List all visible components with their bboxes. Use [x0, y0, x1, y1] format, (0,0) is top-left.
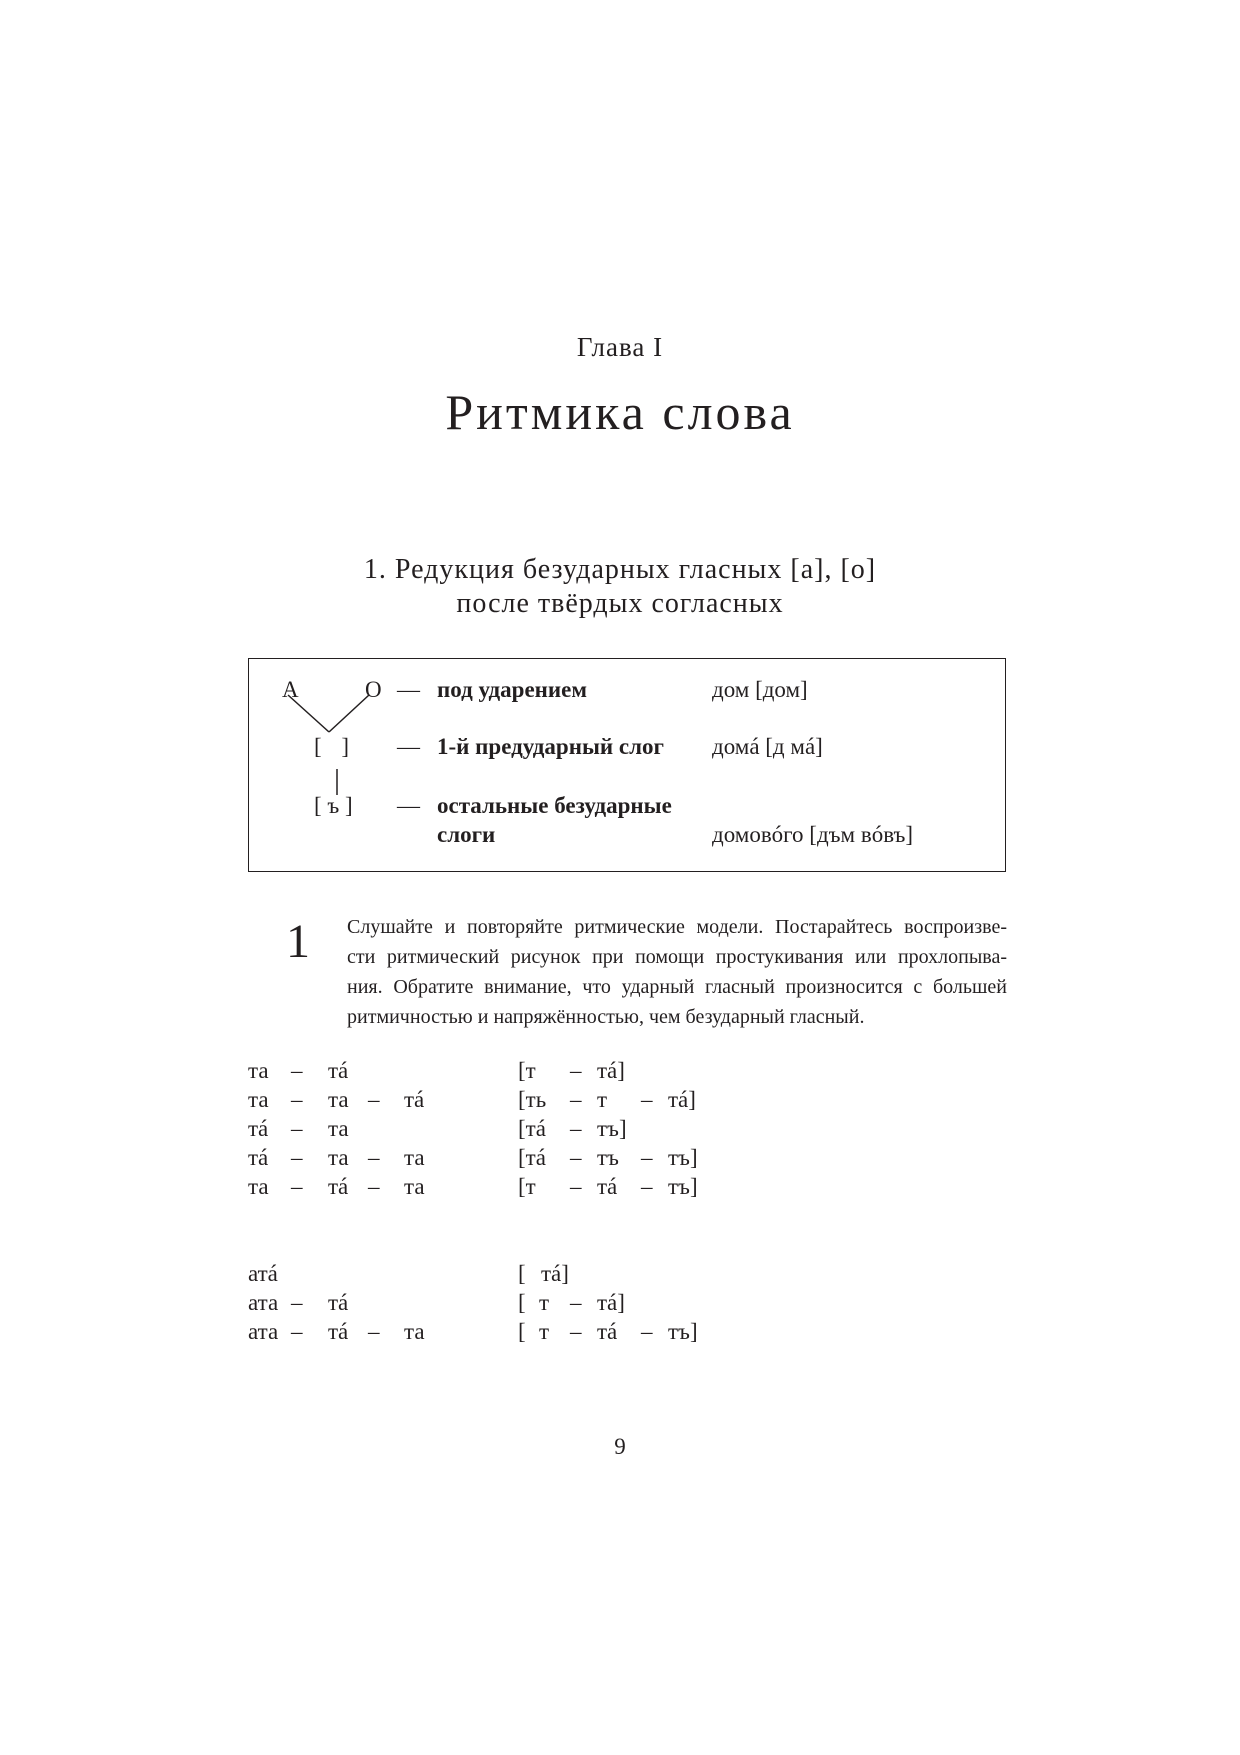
rhythm-token: тá: [328, 1290, 349, 1315]
rhythm-token: т: [539, 1319, 550, 1344]
rhythm-row: [0, 1087, 1240, 1116]
instruction-line: ритмичностью и напряжённостью, чем безударный гласный.: [347, 1006, 865, 1028]
exercise-instructions: [347, 912, 1007, 1032]
rhythm-token: т: [597, 1087, 608, 1112]
rhythm-row: [0, 1174, 1240, 1203]
rhythm-token: т: [539, 1290, 550, 1315]
other-unstressed-label-cont: слоги: [437, 822, 496, 847]
rhythm-token: та: [328, 1145, 349, 1170]
rhythm-row: [0, 1145, 1240, 1174]
rhythm-token: –: [291, 1174, 303, 1199]
rhythm-token: тá: [328, 1058, 349, 1083]
first-pretonic-symbol: [ ]: [314, 734, 350, 759]
rhythm-token: [ть: [518, 1087, 547, 1112]
reduction-scheme-box: [248, 658, 1006, 872]
rhythm-token: тá: [328, 1174, 349, 1199]
rhythm-token: –: [570, 1174, 582, 1199]
rhythm-token: [т: [518, 1174, 536, 1199]
first-pretonic-example: домá [д мá]: [712, 734, 823, 759]
rhythm-token: –: [641, 1087, 653, 1112]
stressed-example: дом [дом]: [712, 677, 808, 702]
rhythm-token: –: [570, 1319, 582, 1344]
rhythm-row: [0, 1261, 1240, 1290]
section-title-line2: после твёрдых согласных: [456, 588, 784, 619]
chapter-label: Глава I: [576, 332, 664, 362]
rhythm-token: тъ: [597, 1145, 619, 1170]
rhythm-token: тъ]: [668, 1145, 698, 1170]
vowel-a: А: [282, 677, 299, 702]
first-pretonic-label: 1-й предударный слог: [437, 734, 664, 759]
rhythm-token: –: [570, 1058, 582, 1083]
rhythm-token: ата: [248, 1290, 279, 1315]
rhythm-token: [: [518, 1319, 526, 1344]
rhythm-token: та: [328, 1087, 349, 1112]
rhythm-token: тъ]: [668, 1174, 698, 1199]
rhythm-token: тá: [248, 1116, 269, 1141]
rhythm-token: –: [641, 1319, 653, 1344]
rhythm-token: [тá: [518, 1145, 546, 1170]
rhythm-token: –: [291, 1319, 303, 1344]
rhythm-row: [0, 1058, 1240, 1087]
rhythm-token: –: [291, 1058, 303, 1083]
rhythm-token: тá]: [597, 1058, 625, 1083]
rhythm-token: тá]: [541, 1261, 569, 1286]
stressed-label: под ударением: [437, 677, 588, 702]
rhythm-token: –: [368, 1319, 380, 1344]
dash: —: [397, 677, 420, 702]
instruction-line: сти ритмический рисунок при помощи простукивания или прохлопыва-: [347, 946, 1007, 968]
rhythm-token: тá]: [668, 1087, 696, 1112]
rhythm-token: тá: [328, 1319, 349, 1344]
rhythm-token: –: [291, 1087, 303, 1112]
rhythm-token: та: [248, 1174, 269, 1199]
page-number: 9: [614, 1434, 626, 1459]
rhythm-token: тá: [248, 1145, 269, 1170]
rhythm-token: [т: [518, 1058, 536, 1083]
rhythm-token: –: [570, 1145, 582, 1170]
dash: —: [397, 734, 420, 759]
other-unstressed-label: остальные безударные: [437, 793, 672, 818]
rhythm-token: –: [368, 1145, 380, 1170]
rhythm-token: –: [368, 1087, 380, 1112]
section-title: [0, 553, 1240, 621]
rhythm-token: ата: [248, 1319, 279, 1344]
rhythm-token: та: [404, 1174, 425, 1199]
rhythm-row: [0, 1116, 1240, 1145]
section-title-line1: 1. Редукция безударных гласных [а], [о]: [363, 554, 877, 585]
rhythm-token: та: [404, 1145, 425, 1170]
instruction-line: ния. Обратите внимание, что ударный гласный произносится с большей: [347, 976, 1007, 998]
rhythm-token: та: [248, 1087, 269, 1112]
rhythm-token: –: [641, 1145, 653, 1170]
rhythm-token: –: [368, 1174, 380, 1199]
rhythm-token: [: [518, 1290, 526, 1315]
rhythm-token: тá]: [597, 1290, 625, 1315]
rhythm-token: –: [291, 1290, 303, 1315]
rhythm-token: та: [404, 1319, 425, 1344]
rhythm-token: тá: [597, 1174, 618, 1199]
rhythm-row: [0, 1319, 1240, 1348]
rhythm-token: тъ]: [668, 1319, 698, 1344]
instruction-line: Слушайте и повторяйте ритмические модели. Постарайтесь воспроизве-: [347, 916, 1007, 938]
rhythm-token: та: [248, 1058, 269, 1083]
rhythm-token: тá: [404, 1087, 425, 1112]
rhythm-token: та: [328, 1116, 349, 1141]
vowel-o: О: [365, 677, 382, 702]
rhythm-token: –: [291, 1145, 303, 1170]
rhythm-token: атá: [248, 1261, 278, 1286]
rhythm-token: –: [570, 1087, 582, 1112]
rhythm-row: [0, 1290, 1240, 1319]
rhythm-token: тъ]: [597, 1116, 627, 1141]
chapter-title: Ритмика слова: [445, 384, 795, 440]
dash: —: [397, 793, 420, 818]
rhythm-token: –: [570, 1290, 582, 1315]
rhythm-token: [тá: [518, 1116, 546, 1141]
rhythm-token: –: [641, 1174, 653, 1199]
rhythm-token: –: [570, 1116, 582, 1141]
rhythm-token: –: [291, 1116, 303, 1141]
other-unstressed-example: домовóго [дъм вóвъ]: [712, 822, 914, 847]
rhythm-token: тá: [597, 1319, 618, 1344]
exercise-number: 1: [286, 915, 310, 968]
rhythm-token: [: [518, 1261, 526, 1286]
other-unstressed-symbol: [ ъ ]: [314, 793, 353, 818]
